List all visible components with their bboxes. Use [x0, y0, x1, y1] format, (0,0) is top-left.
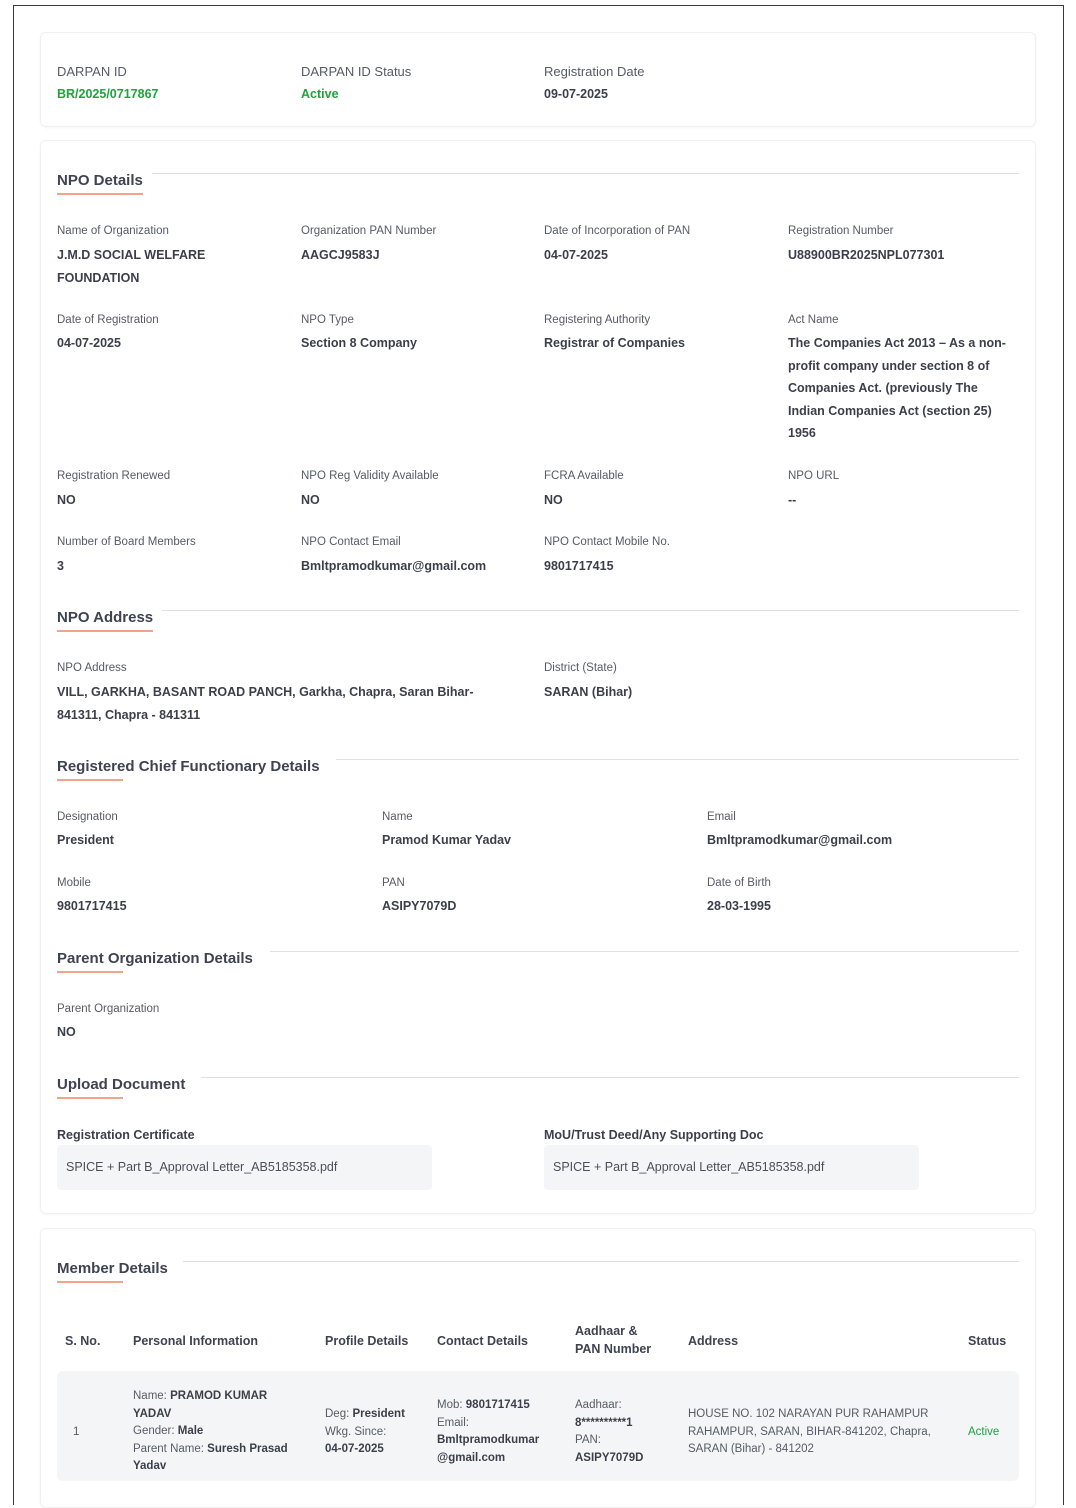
pan-incorporation-date-label: Date of Incorporation of PAN [544, 225, 691, 237]
col-personal-info: Personal Information [133, 1334, 259, 1348]
date-of-registration-label: Date of Registration [57, 314, 159, 326]
registration-number-value: U88900BR2025NPL077301 [788, 248, 945, 262]
registration-renewed-label: Registration Renewed [57, 470, 171, 482]
chief-functionary-title: Registered Chief Functionary Details [57, 758, 320, 775]
npo-details-title: NPO Details [57, 172, 143, 189]
member-address: HOUSE NO. 102 NARAYAN PUR RAHAMPUR RAHAMPUR, SARAN, BIHAR-841202, Chapra, SARAN (Bihar) - 841202 [688, 1408, 931, 1455]
chief-dob-value: 28-03-1995 [707, 899, 771, 913]
npo-details-divider [152, 173, 1019, 174]
chief-name-value: Pramod Kumar Yadav [382, 833, 511, 847]
darpan-summary-card [40, 32, 1036, 127]
npo-url-value: -- [788, 493, 797, 507]
darpan-status-label: DARPAN ID Status [301, 64, 412, 79]
designation-label: Designation [57, 811, 118, 823]
reg-validity-label: NPO Reg Validity Available [301, 470, 439, 482]
col-sno: S. No. [65, 1334, 101, 1348]
registration-date-label: Registration Date [544, 64, 645, 79]
chief-pan-label: PAN [382, 877, 405, 889]
member-profile-details: Deg: President Wkg. Since: 04-07-2025 [325, 1408, 405, 1455]
npo-type-label: NPO Type [301, 314, 354, 326]
parent-org-label: Parent Organization [57, 1003, 160, 1015]
registration-number-label: Registration Number [788, 225, 894, 237]
reg-validity-value: NO [301, 493, 320, 507]
pan-incorporation-date-value: 04-07-2025 [544, 248, 608, 262]
member-personal-info: Name: PRAMOD KUMAR YADAV Gender: Male Parent Name: Suresh Prasad Yadav [133, 1390, 288, 1472]
parent-org-value: NO [57, 1025, 76, 1039]
chief-email-label: Email [707, 811, 736, 823]
member-aadhaar-pan: Aadhaar: 8**********1 PAN: ASIPY7079D [575, 1399, 644, 1464]
district-value: SARAN (Bihar) [544, 685, 633, 699]
npo-url-label: NPO URL [788, 470, 840, 482]
parent-org-divider [270, 951, 1019, 952]
member-sno: 1 [73, 1426, 80, 1438]
act-name-label: Act Name [788, 314, 839, 326]
member-details-title: Member Details [57, 1260, 168, 1277]
district-label: District (State) [544, 662, 617, 674]
darpan-id-label: DARPAN ID [57, 64, 127, 79]
designation-value: President [57, 833, 114, 847]
npo-details-card [40, 140, 1036, 1214]
npo-address-divider [162, 610, 1019, 611]
darpan-id-value: BR/2025/0717867 [57, 87, 159, 101]
col-profile-details: Profile Details [325, 1334, 409, 1348]
parent-org-title: Parent Organization Details [57, 950, 253, 967]
org-pan-value: AAGCJ9583J [301, 248, 380, 262]
contact-email-value: Bmltpramodkumar@gmail.com [301, 559, 487, 573]
darpan-status-value: Active [301, 87, 339, 101]
board-members-value: 3 [57, 559, 64, 573]
col-address: Address [688, 1334, 739, 1348]
chief-dob-label: Date of Birth [707, 877, 771, 889]
member-contact-details: Mob: 9801717415 Email: Bmltpramodkumar @gmail.com [437, 1399, 540, 1464]
upload-document-title: Upload Document [57, 1076, 185, 1093]
registration-certificate-file[interactable]: SPICE + Part B_Approval Letter_AB5185358.pdf [57, 1145, 432, 1190]
chief-pan-value: ASIPY7079D [382, 899, 457, 913]
chief-name-label: Name [382, 811, 413, 823]
npo-address-value: VILL, GARKHA, BASANT ROAD PANCH, Garkha, Chapra, Saran Bihar-841311, Chapra - 841311 [57, 685, 474, 722]
org-pan-label: Organization PAN Number [301, 225, 437, 237]
registration-certificate-label: Registration Certificate [57, 1128, 195, 1142]
member-details-divider [183, 1261, 1019, 1262]
contact-email-label: NPO Contact Email [301, 536, 401, 548]
registering-authority-value: Registrar of Companies [544, 336, 686, 350]
chief-mobile-value: 9801717415 [57, 899, 127, 913]
org-name-value: J.M.D SOCIAL WELFARE FOUNDATION [57, 248, 206, 285]
act-name-value: The Companies Act 2013 – As a non-profit company under section 8 of Companies Act. (previously The Indian Companies Act (section 25) 1956 [788, 336, 1006, 440]
npo-address-title: NPO Address [57, 609, 153, 626]
col-contact-details: Contact Details [437, 1334, 528, 1348]
fcra-value: NO [544, 493, 563, 507]
chief-mobile-label: Mobile [57, 877, 91, 889]
col-status: Status [968, 1334, 1007, 1348]
registration-renewed-value: NO [57, 493, 76, 507]
upload-document-divider [201, 1077, 1019, 1078]
fcra-label: FCRA Available [544, 470, 624, 482]
mou-label: MoU/Trust Deed/Any Supporting Doc [544, 1128, 764, 1142]
date-of-registration-value: 04-07-2025 [57, 336, 121, 350]
registering-authority-label: Registering Authority [544, 314, 651, 326]
chief-functionary-divider [336, 759, 1019, 760]
registration-date-value: 09-07-2025 [544, 87, 608, 101]
chief-email-value: Bmltpramodkumar@gmail.com [707, 833, 893, 847]
contact-mobile-value: 9801717415 [544, 559, 614, 573]
member-status-badge: Active [968, 1426, 1000, 1438]
board-members-label: Number of Board Members [57, 536, 196, 548]
col-aadhaar-pan: Aadhaar & PAN Number [575, 1324, 652, 1356]
mou-file[interactable]: SPICE + Part B_Approval Letter_AB5185358.pdf [544, 1145, 919, 1190]
org-name-label: Name of Organization [57, 225, 169, 237]
npo-type-value: Section 8 Company [301, 336, 417, 350]
contact-mobile-label: NPO Contact Mobile No. [544, 536, 670, 548]
npo-address-label: NPO Address [57, 662, 127, 674]
